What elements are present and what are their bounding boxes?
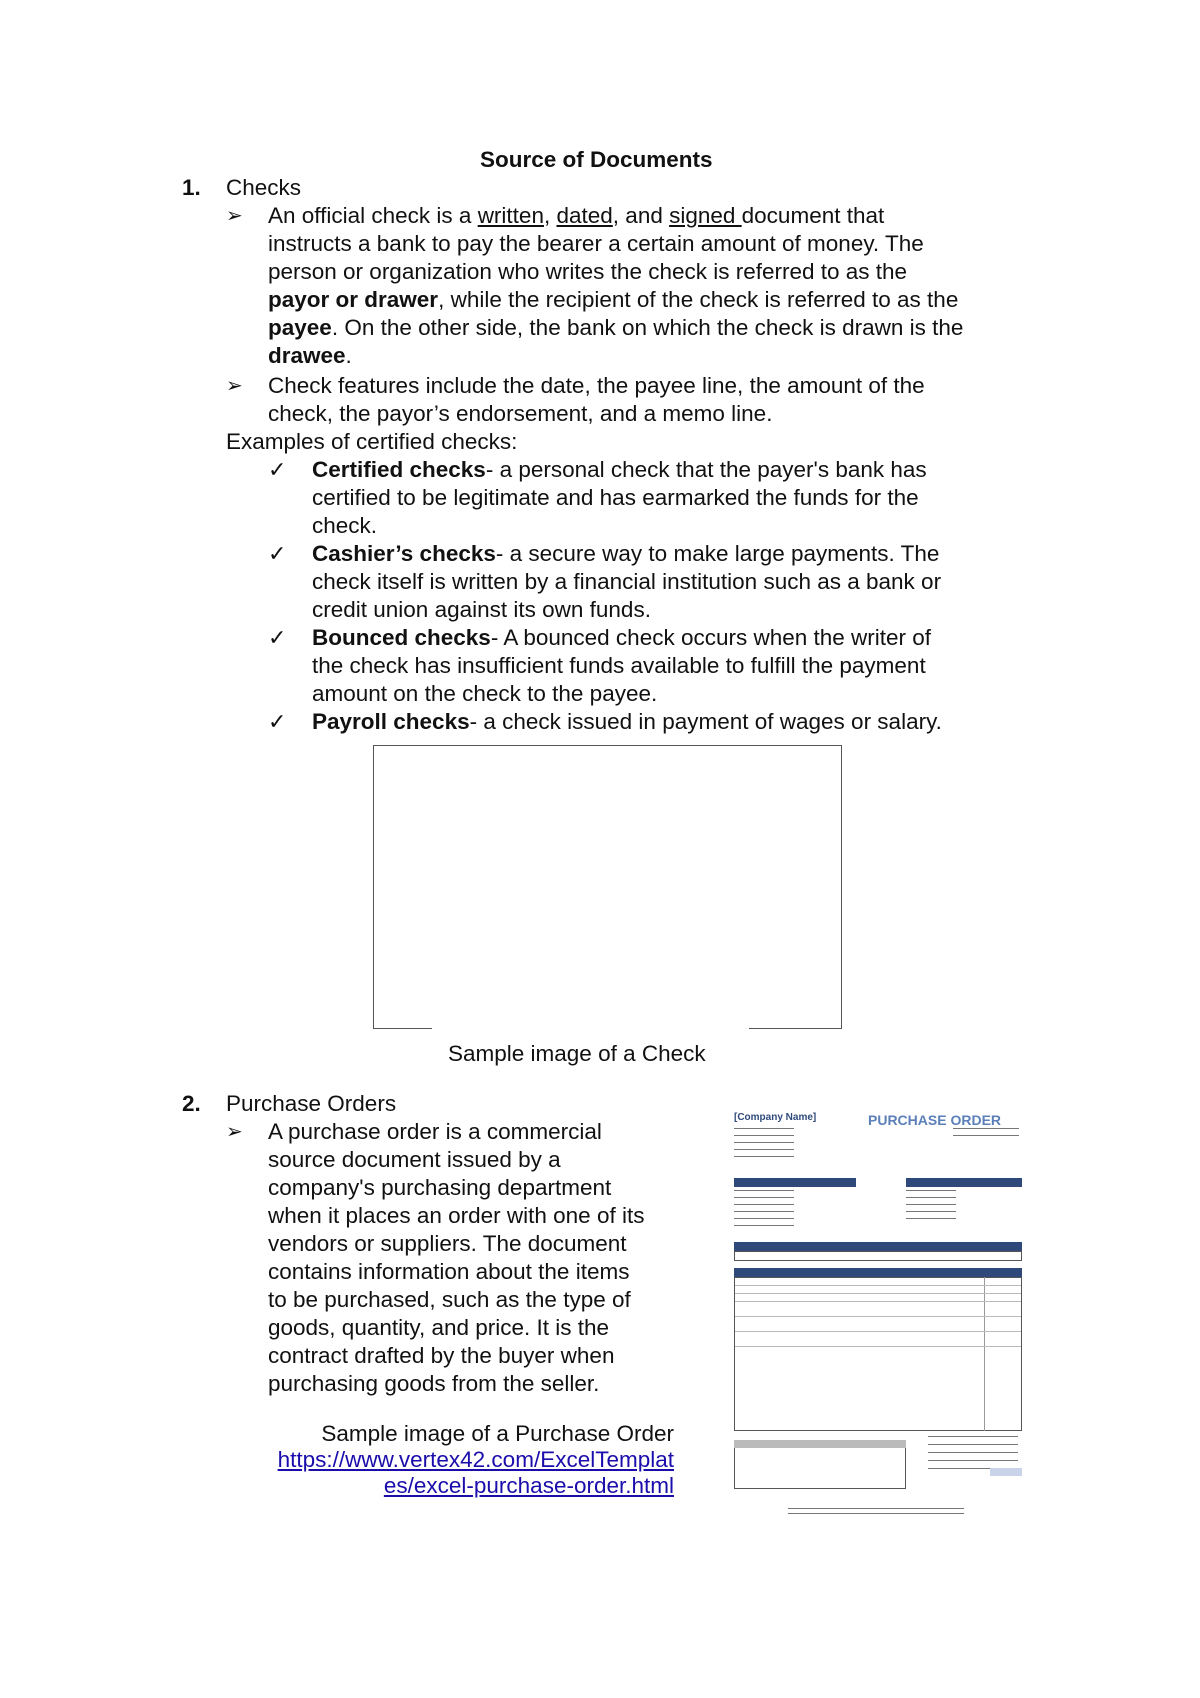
bullet-2-line-2: check, the payor’s endorsement, and a memo line.: [268, 401, 773, 426]
po-total-cell: [990, 1468, 1022, 1476]
checkmark-icon: ✓: [268, 457, 287, 482]
po-items-row: [735, 1331, 1021, 1332]
po-vendor-bar: [734, 1178, 856, 1187]
po-line-6: contains information about the items: [268, 1259, 630, 1284]
po-items-row: [735, 1301, 1021, 1302]
purchase-order-image: [728, 1100, 1022, 1520]
po-line-1: A purchase order is a commercial: [268, 1119, 602, 1144]
po-requisition-bar: [734, 1242, 1022, 1251]
po-items-header-bar: [734, 1268, 1022, 1277]
checkmark-icon: ✓: [268, 625, 287, 650]
po-items-row: [735, 1285, 1021, 1286]
check-image-frame-bottom-left: [373, 1028, 432, 1029]
po-title: PURCHASE ORDER: [868, 1112, 1002, 1128]
example-bounced-line-1: Bounced checks- A bounced check occurs when the writer of: [312, 625, 932, 650]
section-1-heading: Checks: [226, 175, 302, 200]
po-line-8: goods, quantity, and price. It is the: [268, 1315, 610, 1340]
po-line-2: source document issued by a: [268, 1147, 561, 1172]
arrow-bullet-icon: ➢: [226, 1121, 243, 1143]
po-link-line-2[interactable]: es/excel-purchase-order.html: [383, 1473, 674, 1498]
bullet-1-line-2: instructs a bank to pay the bearer a certain amount of money. The: [268, 231, 924, 256]
bullet-1-line-3: person or organization who writes the check is referred to as the: [268, 259, 908, 284]
example-certified-line-2: certified to be legitimate and has earmarked the funds for the: [312, 485, 919, 510]
example-bounced-line-3: amount on the check to the payee.: [312, 681, 658, 706]
example-cashiers-line-2: check itself is written by a financial institution such as a bank or: [312, 569, 942, 594]
po-line-9: contract drafted by the buyer when: [268, 1343, 615, 1368]
arrow-bullet-icon: ➢: [226, 375, 243, 397]
bullet-1-line-5: payee. On the other side, the bank on which the check is drawn is the: [268, 315, 964, 340]
example-payroll-line-1: Payroll checks- a check issued in payment of wages or salary.: [312, 709, 942, 734]
checkmark-icon: ✓: [268, 709, 287, 734]
example-certified-line-1: Certified checks- a personal check that the payer's bank has: [312, 457, 927, 482]
page-title: Source of Documents: [480, 147, 713, 172]
check-image-frame: [373, 745, 842, 1029]
bullet-1-line-6: drawee.: [268, 343, 352, 368]
checkmark-icon: ✓: [268, 541, 287, 566]
po-date-lines: [953, 1128, 1019, 1142]
po-line-7: to be purchased, such as the type of: [268, 1287, 631, 1312]
example-bounced-line-2: the check has insufficient funds available to fulfill the payment: [312, 653, 926, 678]
po-line-4: when it places an order with one of its: [268, 1203, 645, 1228]
po-footer-lines: [788, 1508, 964, 1518]
po-line-10: purchasing goods from the seller.: [268, 1371, 600, 1396]
po-link-line-1[interactable]: https://www.vertex42.com/ExcelTemplat: [277, 1447, 674, 1472]
examples-heading: Examples of certified checks:: [226, 429, 518, 454]
example-certified-line-3: check.: [312, 513, 378, 538]
section-1-number: 1.: [182, 175, 201, 200]
po-company-address-lines: [734, 1128, 794, 1162]
po-items-row: [735, 1316, 1021, 1317]
po-ship-to-bar: [906, 1178, 1022, 1187]
po-comments-bar: [734, 1440, 906, 1448]
po-comments-box: [734, 1448, 906, 1489]
po-items-row: [735, 1293, 1021, 1294]
example-cashiers-line-3: credit union against its own funds.: [312, 597, 651, 622]
po-line-3: company's purchasing department: [268, 1175, 612, 1200]
arrow-bullet-icon: ➢: [226, 205, 243, 227]
section-2-heading: Purchase Orders: [226, 1091, 397, 1116]
bullet-1-line-4: payor or drawer, while the recipient of the check is referred to as the: [268, 287, 959, 312]
po-line-5: vendors or suppliers. The document: [268, 1231, 627, 1256]
example-cashiers-line-1: Cashier’s checks- a secure way to make large payments. The: [312, 541, 940, 566]
po-ship-to-lines: [906, 1190, 956, 1220]
po-company-name: [Company Name]: [734, 1112, 817, 1123]
check-caption: Sample image of a Check: [448, 1041, 706, 1066]
po-vendor-lines: [734, 1190, 794, 1232]
check-image-frame-bottom-right: [749, 1028, 841, 1029]
po-caption: Sample image of a Purchase Order: [321, 1421, 674, 1446]
bullet-2-line-1: Check features include the date, the payee line, the amount of the: [268, 373, 925, 398]
po-requisition-row: [734, 1251, 1022, 1261]
bullet-1-line-1: An official check is a written, dated, and signed document that: [268, 203, 885, 228]
po-items-row: [735, 1346, 1021, 1347]
section-2-number: 2.: [182, 1091, 201, 1116]
